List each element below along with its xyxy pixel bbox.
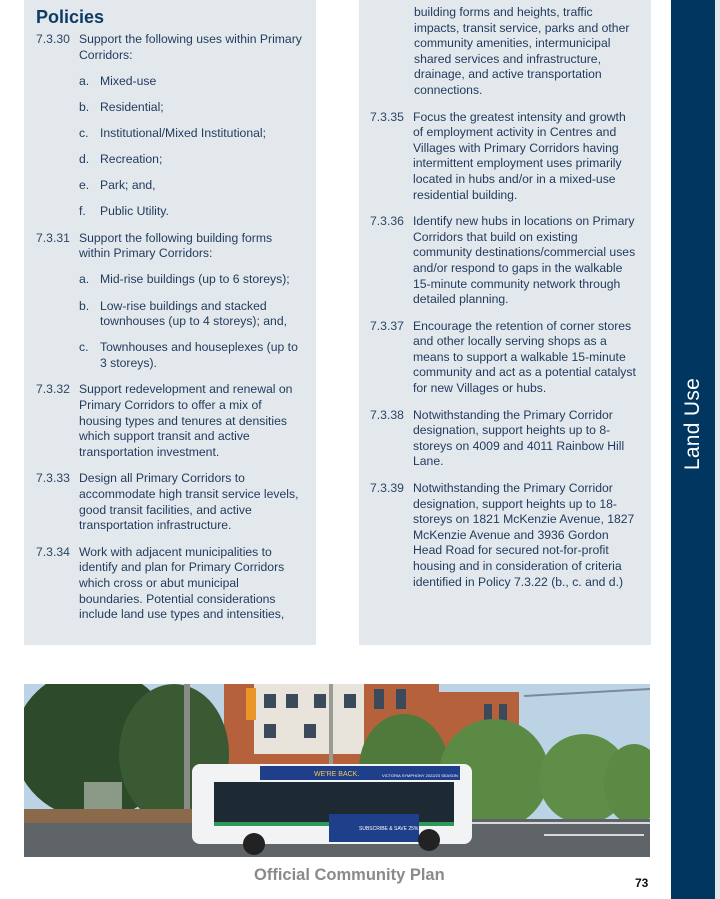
policies-panel-left — [24, 0, 316, 645]
item-letter: d. — [79, 151, 90, 166]
list-item — [79, 100, 304, 116]
policy-number: 7.3.39 — [370, 481, 404, 496]
list-item — [79, 152, 304, 168]
item-letter: b. — [79, 298, 90, 313]
policy-continuation: building forms and heights, traffic impacts, transit service, parks and other community amenities, intermunicipal shared services and infrastructure, drainage, and active transportation connections. — [414, 5, 630, 97]
policy-number: 7.3.33 — [36, 471, 70, 486]
list-item — [79, 340, 304, 371]
policy-number: 7.3.31 — [36, 230, 70, 245]
item-text: Public Utility. — [100, 204, 169, 219]
policy-number: 7.3.35 — [370, 109, 404, 124]
policy-7-3-36 — [370, 214, 639, 308]
policy-7-3-38 — [370, 408, 639, 470]
bus — [192, 764, 472, 855]
policy-text: Support redevelopment and renewal on Primary Corridors to offer a mix of housing types and tenures at densities which support transit and active transportation investment. — [79, 382, 293, 459]
bus-banner-subtext: VICTORIA SYMPHONY 2022/23 SEASON — [382, 773, 458, 778]
item-letter: e. — [79, 178, 90, 193]
item-letter: c. — [79, 340, 89, 355]
policy-7-3-32 — [36, 382, 304, 460]
bus-banner-text: WE'RE BACK. — [314, 771, 360, 778]
list-item — [79, 299, 304, 330]
policy-7-3-34 — [36, 545, 304, 623]
policy-text: Design all Primary Corridors to accommodate high transit service levels, good transit facilities, and active transportation infrastructure. — [79, 471, 299, 533]
item-text: Townhouses and houseplexes (up to 3 storeys). — [100, 340, 298, 370]
item-letter: a. — [79, 73, 90, 88]
item-text: Mid-rise buildings (up to 6 storeys); — [100, 272, 290, 287]
policy-7-3-31 — [36, 231, 304, 372]
policy-7-3-35 — [370, 110, 639, 204]
policy-text: Identify new hubs in locations on Primary Corridors that build on existing community destinations/commercial uses and/or respond to gaps in the walkable 15-minute community network through detailed planning. — [413, 214, 636, 307]
item-text: Mixed-use — [100, 73, 157, 88]
policy-7-3-30 — [36, 32, 304, 220]
policy-text: Notwithstanding the Primary Corridor designation, support heights up to 18-storeys on 1821 McKenzie Avenue, 1827 McKenzie Avenue and 3936 Gordon Head Road for secured not-for-profit housing and in consideration of criteria identified in Policy 7.3.22 (b., c. and d.) — [413, 481, 635, 589]
item-text: Park; and, — [100, 178, 156, 193]
policy-text: Support the following building forms within Primary Corridors: — [79, 230, 273, 261]
list-item — [79, 272, 304, 288]
policy-number: 7.3.36 — [370, 214, 404, 229]
policy-7-3-33 — [36, 471, 304, 533]
item-text: Institutional/Mixed Institutional; — [100, 125, 266, 140]
policy-7-3-39 — [370, 481, 639, 590]
item-letter: a. — [79, 272, 90, 287]
policy-number: 7.3.32 — [36, 382, 70, 397]
section-label: Land Use — [681, 377, 704, 471]
item-text: Residential; — [100, 99, 164, 114]
policy-number: 7.3.38 — [370, 407, 404, 422]
item-text: Low-rise buildings and stacked townhouses (up to 4 storeys); and, — [100, 298, 287, 329]
policy-text: Focus the greatest intensity and growth of employment activity in Centres and Villages with Primary Corridors having intermittent employment uses primarily located in hubs and/or in a mixed-use residential building. — [413, 109, 626, 202]
policy-number: 7.3.34 — [36, 544, 70, 559]
footer-document-title: Official Community Plan — [254, 866, 445, 884]
policy-number: 7.3.30 — [36, 32, 70, 46]
item-text: Recreation; — [100, 151, 163, 166]
policy-number: 7.3.37 — [370, 318, 404, 333]
bus-ad-text: SUBSCRIBE & SAVE 25% — [359, 826, 419, 832]
policy-text: Notwithstanding the Primary Corridor designation, support heights up to 8-storeys on 4009 and 4011 Rainbow Hill Lane. — [413, 407, 625, 469]
list-item — [79, 204, 304, 220]
policy-text: Work with adjacent municipalities to identify and plan for Primary Corridors which cross or abut municipal boundaries. Potential considerations include land use types and intensities, — [79, 544, 285, 622]
item-letter: f. — [79, 204, 86, 219]
item-letter: b. — [79, 99, 90, 114]
bus-street-photo — [24, 684, 650, 857]
photo-illustration — [24, 684, 650, 857]
policy-text: Encourage the retention of corner stores and other locally serving shops as a means to support a walkable 15-minute community and act as a potential catalyst for new Villages or hubs. — [413, 318, 636, 396]
list-item — [79, 178, 304, 194]
sidebar-edge-strip — [715, 0, 720, 899]
list-item — [79, 74, 304, 90]
page-number: 73 — [635, 876, 649, 890]
policy-text: Support the following uses within Primary Corridors: — [79, 32, 302, 62]
policies-panel-right — [359, 0, 651, 645]
policy-7-3-37 — [370, 319, 639, 397]
item-letter: c. — [79, 125, 89, 140]
policies-heading: Policies — [36, 7, 105, 27]
list-item — [79, 126, 304, 142]
